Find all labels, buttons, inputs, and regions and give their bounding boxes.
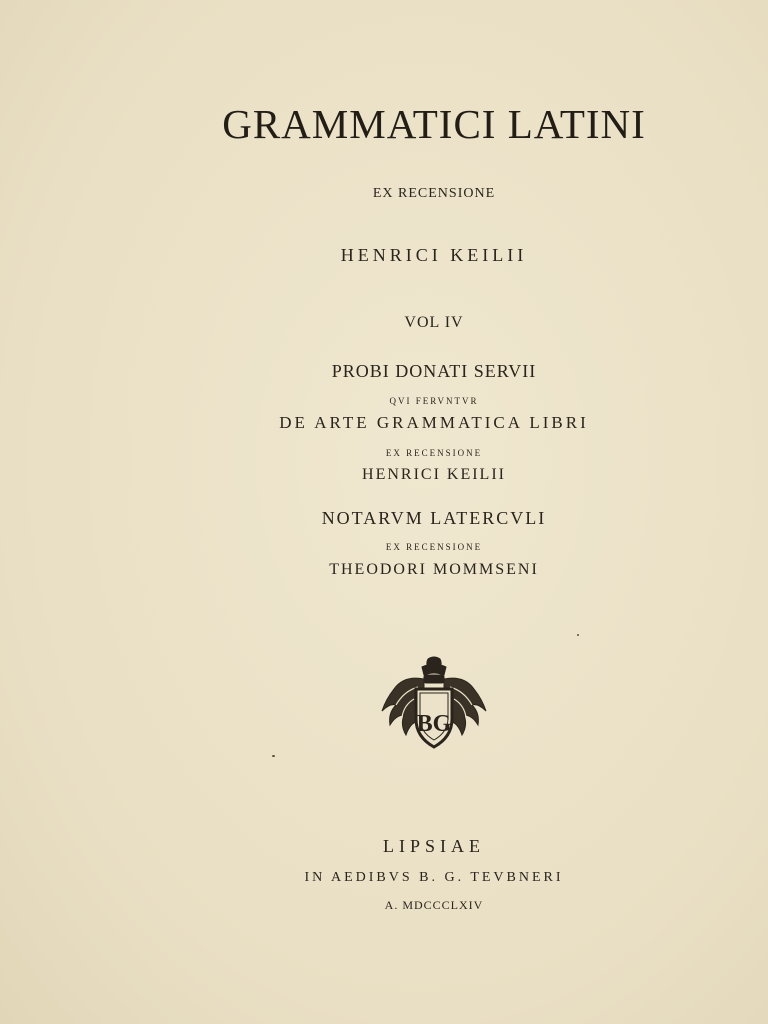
qui-feruntur-label: QVI FERVNTVR: [389, 396, 479, 406]
editor-name-3: THEODORI MOMMSENI: [329, 561, 539, 578]
book-title: GRAMMATICI LATINI: [222, 101, 646, 147]
imprint-year: A. MDCCCLXIV: [384, 898, 484, 912]
editor-name-2: HENRICI KEILII: [362, 466, 506, 483]
work-title: DE ARTE GRAMMATICA LIBRI: [279, 413, 589, 432]
imprint-city: LIPSIAE: [383, 836, 485, 856]
ink-speck: [577, 634, 579, 636]
volume-label: VOL IV: [404, 314, 464, 331]
ex-recensione-label-3: EX RECENSIONE: [385, 542, 483, 552]
second-work-title: NOTARVM LATERCVLI: [321, 508, 547, 528]
crest-monogram: BG: [416, 711, 452, 737]
publisher-crest-icon: [378, 655, 490, 755]
ex-recensione-label: EX RECENSIONE: [372, 186, 496, 201]
authors-line: PROBI DONATI SERVII: [331, 361, 537, 381]
ex-recensione-label-2: EX RECENSIONE: [385, 448, 483, 458]
editor-name: HENRICI KEILII: [340, 245, 528, 265]
imprint-publisher: IN AEDIBVS B. G. TEVBNERI: [304, 870, 564, 885]
ink-speck: [272, 755, 275, 757]
